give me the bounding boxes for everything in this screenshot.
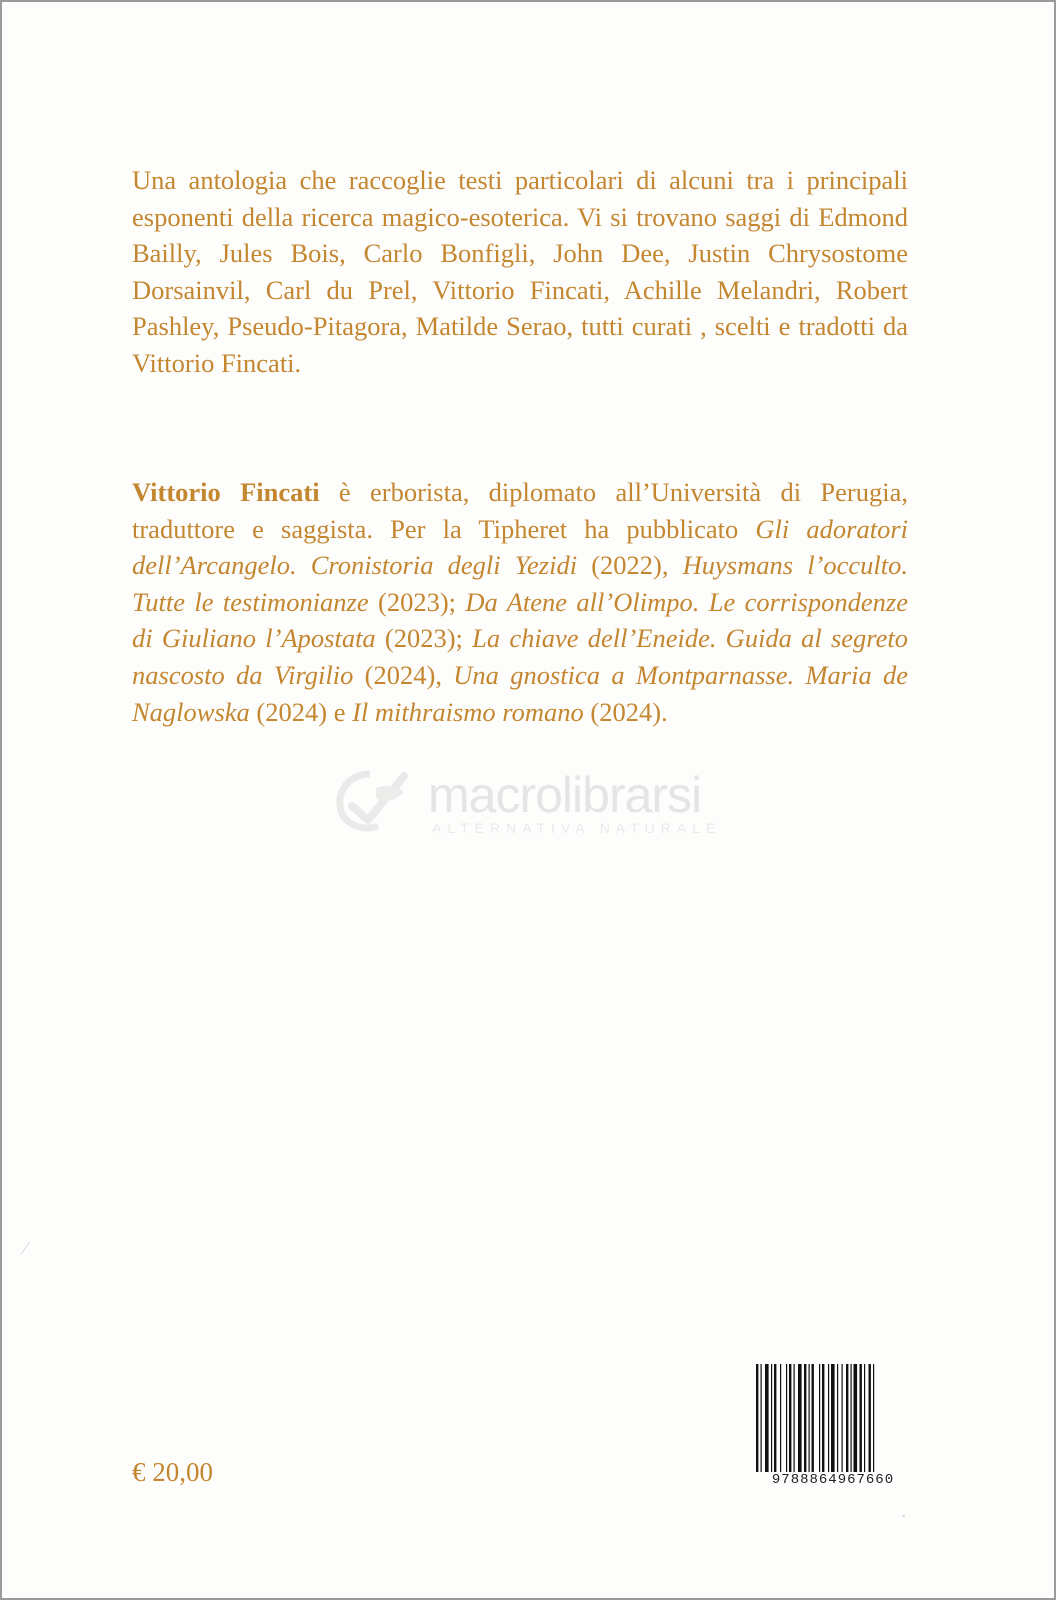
barcode-bar — [822, 1364, 824, 1472]
leaf-check-icon — [332, 766, 412, 836]
bio-text: (2024), — [353, 659, 454, 690]
book-blurb: Una antologia che raccoglie testi particolari di alcuni tra i principali esponenti della ricerca magico-esoterica. Vi si trovano saggi di Edmond Bailly, Jules Bois, Carlo Bonfigli, John Dee, Justin Chrysostome Dorsainvil, Carl du Prel, Vittorio Fincati, Achille Melandri, Robert Pashley, Pseudo-Pitagora, Matilde Serao, tutti curati , scelti e tradotti da Vittorio Fincati. — [132, 165, 908, 378]
barcode-bar — [873, 1364, 874, 1472]
book-title: La chiave dell’Eneide. Guida al segreto nascosto da Virgilio — [132, 623, 909, 690]
barcode-bar — [798, 1364, 802, 1472]
barcode-bar — [851, 1364, 852, 1472]
watermark — [332, 766, 732, 846]
price: € 20,00 — [132, 1457, 213, 1487]
barcode-bar — [837, 1364, 838, 1472]
barcode-bar — [761, 1364, 762, 1472]
barcode-bars — [754, 1364, 912, 1474]
barcode-bar — [771, 1364, 772, 1472]
bio-text: (2024) e — [249, 696, 353, 727]
bio-text: è erborista, diplomato all’Università di Perugia, traduttore e saggista. Per la Tipheret ha pubblicato — [132, 477, 908, 544]
barcode-bar — [831, 1364, 835, 1472]
book-title: Il mithraismo romano — [352, 696, 584, 727]
barcode-bar — [819, 1364, 820, 1472]
barcode-bar — [765, 1364, 769, 1472]
barcode-bar — [860, 1364, 862, 1472]
barcode-bar — [869, 1364, 871, 1472]
book-title: Gli adoratori dell’Arcangelo. Cronistoria degli Yezidi — [132, 513, 908, 581]
barcode-bar — [864, 1364, 865, 1472]
dot-mark: • — [902, 1512, 906, 1523]
book-title: Una gnostica a Montparnasse. Maria de Naglowska — [132, 659, 909, 727]
book-title: Da Atene all’Olimpo. Le corrispondenze di Giuliano l’Apostata — [132, 586, 909, 654]
barcode-bar — [804, 1364, 806, 1472]
author-bio — [132, 474, 908, 730]
watermark-brand: macrolibrarsi — [428, 767, 702, 823]
barcode-bar — [854, 1364, 858, 1472]
barcode-bar — [809, 1364, 810, 1472]
barcode-bar — [846, 1364, 848, 1472]
barcode-bar — [828, 1364, 829, 1472]
bio-text: (2023); — [368, 586, 466, 617]
barcode-bar — [756, 1364, 758, 1472]
barcode-bar — [774, 1364, 776, 1472]
barcode-bar — [780, 1364, 781, 1472]
barcode-bar — [812, 1364, 814, 1472]
barcode-bar — [786, 1364, 787, 1472]
isbn-number: 9788864967660 — [771, 1472, 895, 1488]
watermark-tagline: ALTERNATIVA NATURALE — [432, 820, 722, 836]
book-title: Huysmans l’occulto. Tutte le testimonianze — [132, 550, 909, 617]
author-name: Vittorio Fincati — [132, 477, 320, 507]
bio-text: (2023); — [375, 623, 473, 654]
barcode-bar — [842, 1364, 843, 1472]
bio-text: (2022), — [577, 550, 683, 581]
scuff-mark: ⁄ — [24, 1238, 28, 1258]
barcode-bar — [789, 1364, 791, 1472]
barcode — [754, 1364, 912, 1494]
barcode-bar — [794, 1364, 795, 1472]
bio-text: (2024). — [583, 696, 668, 727]
